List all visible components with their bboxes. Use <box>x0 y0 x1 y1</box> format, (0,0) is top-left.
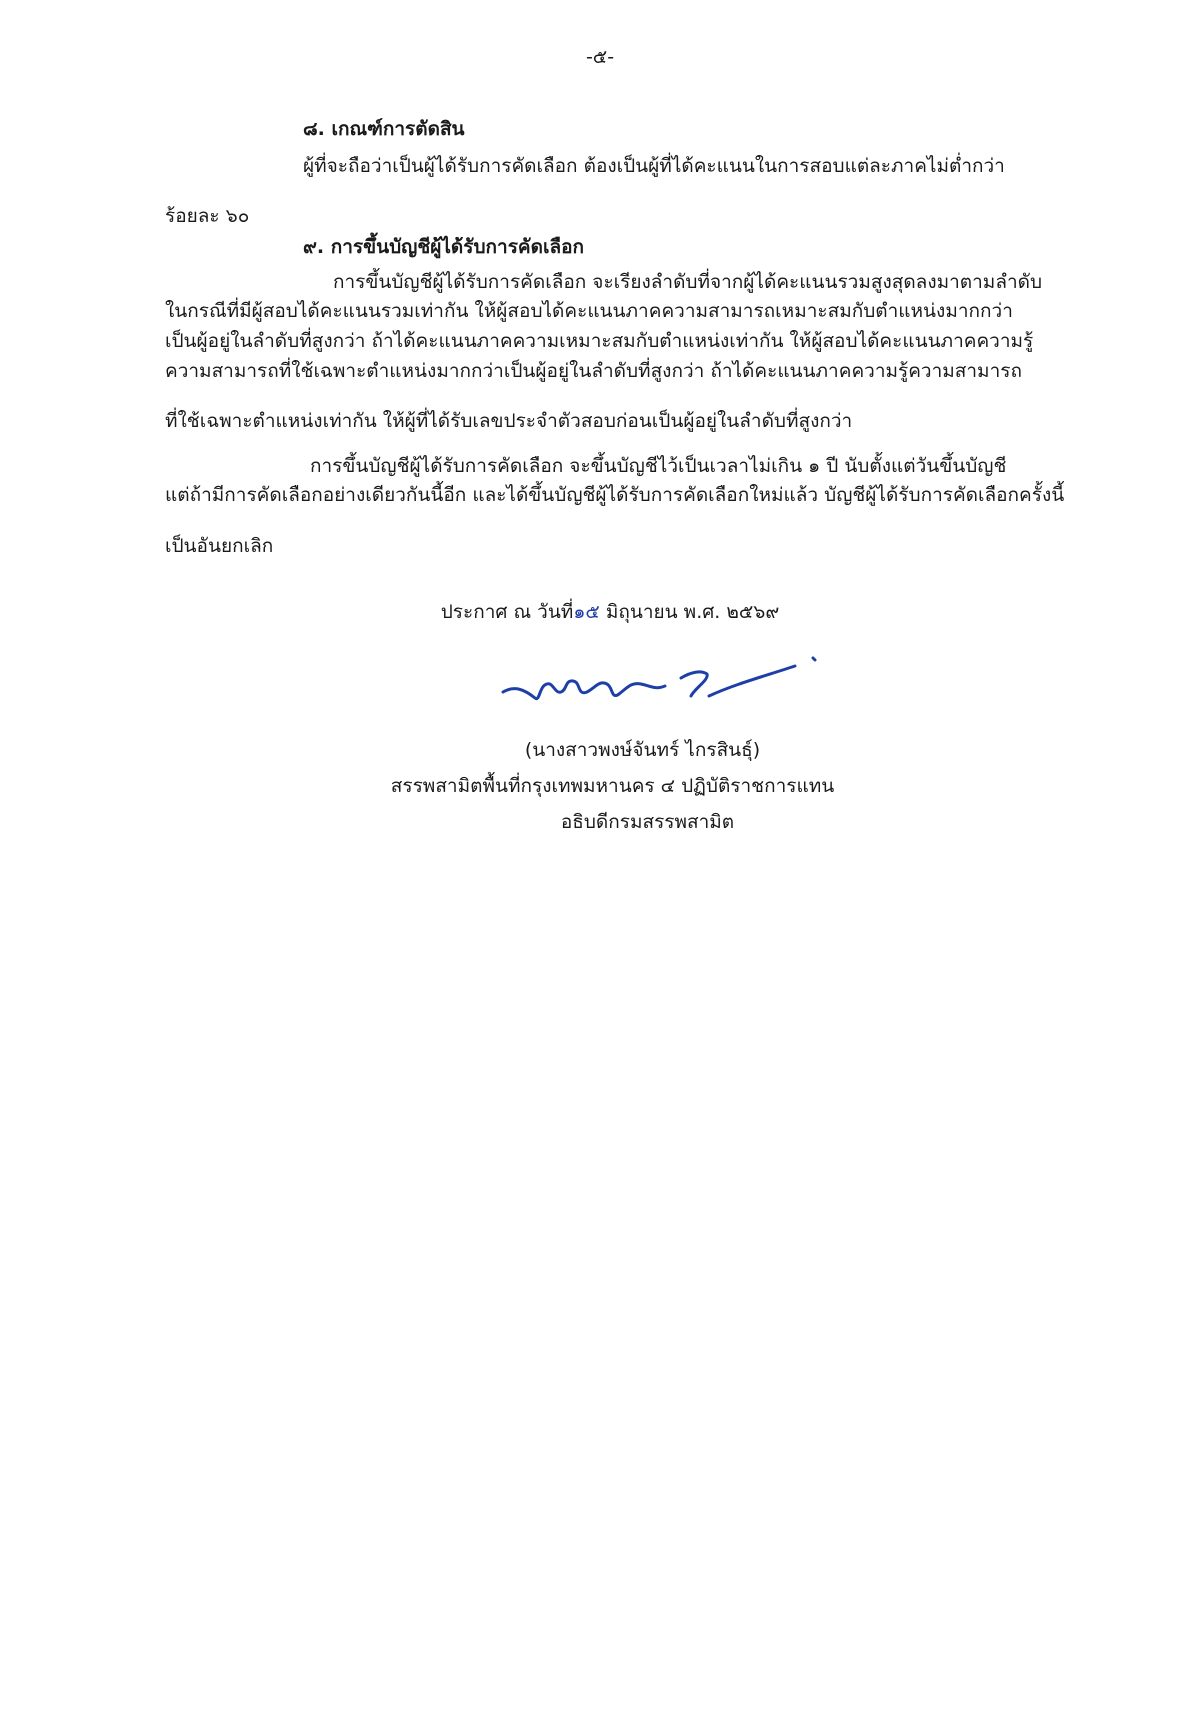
signatory-position-2: อธิบดีกรมสรรพสามิต <box>560 811 735 833</box>
section-9-para-1-line-4: ความสามารถที่ใช้เฉพาะตำแหน่งมากกว่าเป็นผู้อยู่ในลำดับที่สูงกว่า ถ้าได้คะแนนภาคความรู้ความสามารถ <box>165 360 1022 382</box>
announcement-prefix: ประกาศ ณ วันที่ <box>440 601 574 623</box>
section-9-para-2-line-2: แต่ถ้ามีการคัดเลือกอย่างเดียวกันนี้อีก และได้ขึ้นบัญชีผู้ได้รับการคัดเลือกใหม่แล้ว บัญชีผู้ได้รับการคัดเลือกครั้งนี้ <box>165 484 1065 506</box>
signatory-name: (นางสาวพงษ์จันทร์ ไกรสินธุ์) <box>524 739 761 761</box>
signature-image <box>495 640 825 720</box>
section-9-heading: ๙. การขึ้นบัญชีผู้ได้รับการคัดเลือก <box>303 236 585 258</box>
section-8-line-1: ผู้ที่จะถือว่าเป็นผู้ได้รับการคัดเลือก ต้องเป็นผู้ที่ได้คะแนนในการสอบแต่ละภาคไม่ต่ำกว่า <box>303 155 1005 177</box>
section-9-para-1-line-3: เป็นผู้อยู่ในลำดับที่สูงกว่า ถ้าได้คะแนนภาคความเหมาะสมกับตำแหน่งเท่ากัน ให้ผู้สอบได้คะแนนภาคความรู้ <box>165 330 1034 352</box>
signatory-position-1: สรรพสามิตพื้นที่กรุงเทพมหานคร ๔ ปฏิบัติราชการแทน <box>390 775 835 797</box>
page-number: -๕- <box>585 46 615 68</box>
announcement-date <box>0 597 1200 627</box>
announcement-day: ๑๕ <box>573 601 600 623</box>
section-9-para-2-line-3: เป็นอันยกเลิก <box>165 535 274 557</box>
announcement-suffix: มิถุนายน พ.ศ. ๒๕๖๙ <box>605 601 780 623</box>
section-9-para-1-line-5: ที่ใช้เฉพาะตำแหน่งเท่ากัน ให้ผู้ที่ได้รับเลขประจำตัวสอบก่อนเป็นผู้อยู่ในลำดับที่สูงกว่า <box>165 410 853 432</box>
section-9-para-2-line-1: การขึ้นบัญชีผู้ได้รับการคัดเลือก จะขึ้นบัญชีไว้เป็นเวลาไม่เกิน ๑ ปี นับตั้งแต่วันขึ้นบัญชี <box>310 455 1007 477</box>
section-8-heading: ๘. เกณฑ์การตัดสิน <box>303 118 465 140</box>
section-8-line-2: ร้อยละ ๖๐ <box>165 205 250 227</box>
section-9-para-1-line-2: ในกรณีที่มีผู้สอบได้คะแนนรวมเท่ากัน ให้ผู้สอบได้คะแนนภาคความสามารถเหมาะสมกับตำแหน่งมากกว่า <box>165 300 1013 322</box>
section-9-para-1-line-1: การขึ้นบัญชีผู้ได้รับการคัดเลือก จะเรียงลำดับที่จากผู้ได้คะแนนรวมสูงสุดลงมาตามลำดับ <box>333 271 1043 293</box>
